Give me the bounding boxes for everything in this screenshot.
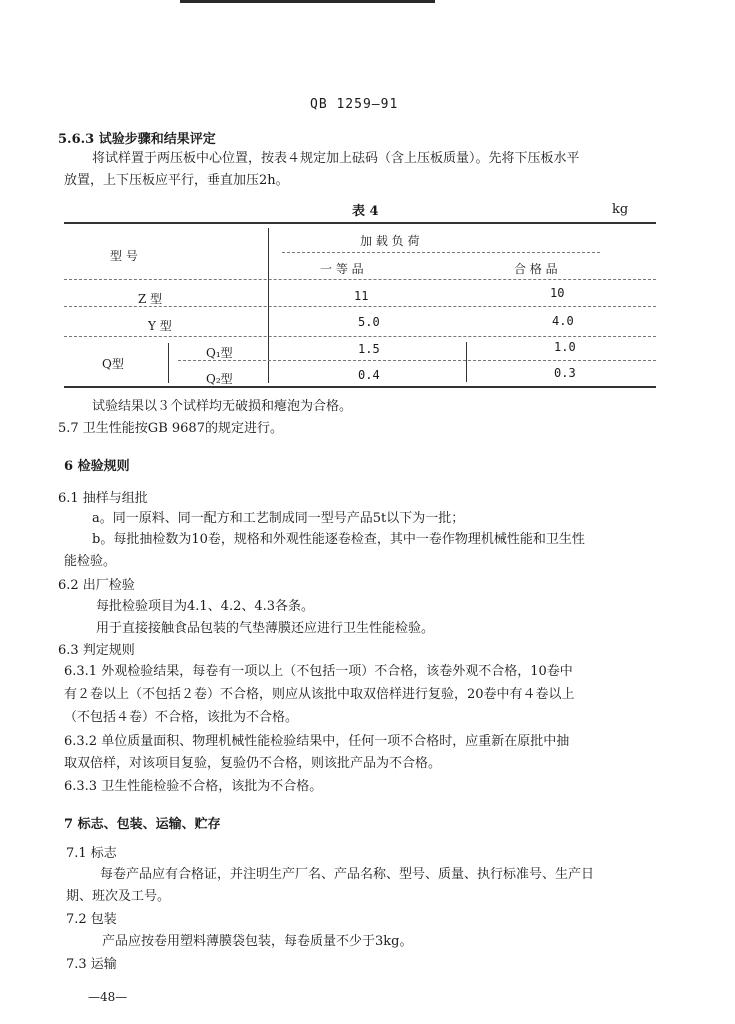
- row-rule: [64, 279, 656, 280]
- result-note: 试验结果以３个试样均无破损和瘪泡为合格。: [92, 399, 353, 414]
- row-first-grade-value: 1.5: [358, 342, 380, 356]
- table-title: 表 4: [352, 204, 379, 219]
- row-rule: [64, 336, 656, 337]
- row-qualified-value: 0.3: [554, 366, 576, 380]
- row-type-q: Q型: [102, 357, 124, 371]
- paragraph-line: 用于直接接触食品包装的气垫薄膜还应进行卫生性能检验。: [96, 621, 435, 636]
- paragraph-line: 每批检验项目为4.1、4.2、4.3各条。: [96, 599, 315, 614]
- table-bottom-rule: [64, 386, 656, 388]
- heading-6-3: 6.3 判定规则: [58, 643, 135, 658]
- paragraph-line: 能检验。: [64, 554, 117, 569]
- paragraph-line: 6.3.3 卫生性能检验不合格，该批为不合格。: [64, 779, 323, 794]
- row-first-grade-value: 5.0: [358, 315, 380, 329]
- heading-5-6-3: 5.6.3 试验步骤和结果评定: [58, 132, 216, 147]
- row-subtype: Q₁型: [206, 346, 233, 360]
- q-bracket: [168, 343, 177, 383]
- row-type: Z 型: [138, 292, 163, 306]
- row-rule: [178, 360, 656, 361]
- paragraph-line: a。同一原料、同一配方和工艺制成同一型号产品5t以下为一批；: [92, 511, 465, 526]
- heading-6-1: 6.1 抽样与组批: [58, 491, 148, 506]
- paragraph-line: 产品应按卷用塑料薄膜袋包装，每卷质量不少于3kg。: [102, 934, 413, 949]
- standard-code: QB 1259—91: [310, 97, 399, 112]
- table-grade-divider: [466, 342, 467, 382]
- paragraph-line: 有２卷以上（不包括２卷）不合格，则应从该批中取双倍样进行复验，20卷中有４卷以上: [64, 687, 575, 702]
- row-subtype: Q₂型: [206, 372, 233, 386]
- row-qualified-value: 4.0: [552, 314, 574, 328]
- heading-7-1: 7.1 标志: [66, 846, 117, 861]
- paragraph-line: 放置，上下压板应平行，垂直加压2h。: [64, 173, 289, 188]
- row-qualified-value: 1.0: [554, 340, 576, 354]
- table-unit: kg: [612, 202, 629, 217]
- heading-6: 6 检验规则: [64, 459, 130, 474]
- table-top-rule: [64, 222, 656, 224]
- row-first-grade-value: 11: [354, 289, 369, 303]
- row-first-grade-value: 0.4: [358, 368, 380, 382]
- top-scan-bar: [180, 0, 435, 3]
- header-qualified: 合 格 品: [514, 262, 558, 276]
- paragraph-line: 每卷产品应有合格证，并注明生产厂名、产品名称、型号、质量、执行标准号、生产日: [100, 867, 595, 882]
- row-type: Y 型: [148, 319, 172, 333]
- row-qualified-value: 10: [550, 286, 565, 300]
- heading-7: 7 标志、包装、运输、贮存: [64, 817, 221, 832]
- section-5-7: 5.7 卫生性能按GB 9687的规定进行。: [58, 421, 283, 436]
- header-first-grade: 一 等 品: [320, 262, 364, 276]
- header-type: 型 号: [110, 249, 138, 263]
- row-rule: [64, 306, 656, 307]
- header-subrule: [282, 252, 600, 253]
- paragraph-line: （不包括４卷）不合格，该批为不合格。: [64, 710, 299, 725]
- heading-7-3: 7.3 运输: [66, 957, 117, 972]
- paragraph-line: 6.3.2 单位质量面积、物理机械性能检验结果中，任何一项不合格时，应重新在原批中抽: [64, 734, 570, 749]
- paragraph-line: b。每批抽检数为10卷，规格和外观性能逐卷检查，其中一卷作物理机械性能和卫生性: [92, 532, 585, 547]
- paragraph-line: 期、班次及工号。: [66, 889, 171, 904]
- page-number: —48—: [88, 990, 128, 1004]
- header-load: 加 载 负 荷: [360, 234, 420, 248]
- paragraph-line: 将试样置于两压板中心位置，按表４规定加上砝码（含上压板质量）。先将下压板水平: [92, 151, 580, 166]
- heading-6-2: 6.2 出厂检验: [58, 578, 135, 593]
- paragraph-line: 取双倍样，对该项目复验，复验仍不合格，则该批产品为不合格。: [64, 756, 442, 771]
- paragraph-line: 6.3.1 外观检验结果，每卷有一项以上（不包括一项）不合格，该卷外观不合格，10卷中: [64, 664, 573, 679]
- heading-7-2: 7.2 包装: [66, 912, 117, 927]
